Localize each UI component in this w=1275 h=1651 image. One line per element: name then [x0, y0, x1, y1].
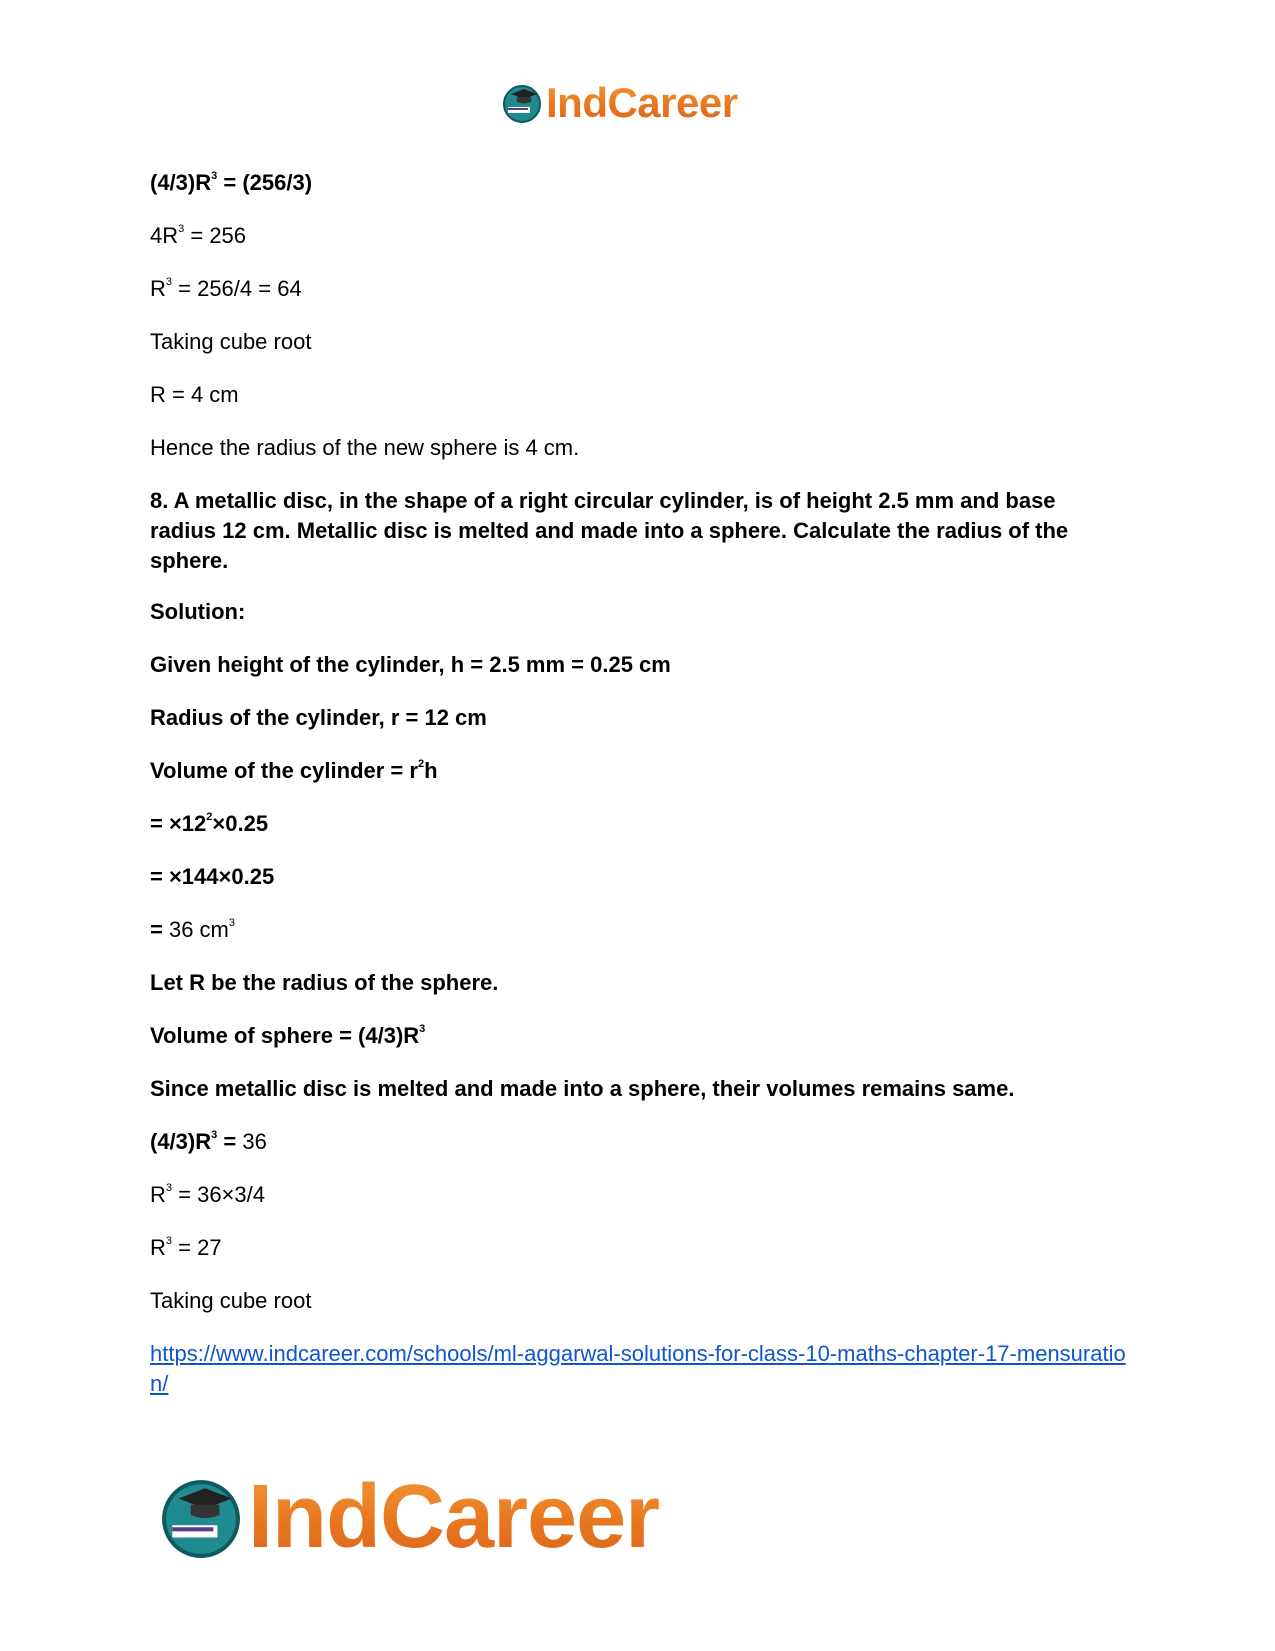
graduation-globe-icon	[160, 1476, 242, 1558]
text-line: Taking cube root	[150, 1288, 312, 1313]
equation-line: R = 4 cm	[150, 382, 239, 407]
text-line: Taking cube root	[150, 329, 312, 354]
equation-line: Volume of sphere = $(4/3)R^3$	[150, 1022, 426, 1048]
equation-line: $(4/3)R^3 = (256/3)$	[150, 169, 313, 195]
graduation-globe-icon	[502, 83, 542, 123]
solution-heading: Solution:	[150, 599, 246, 624]
equation-line: $R^3 = 27$	[150, 1234, 222, 1260]
logo-wordmark: IndCareer	[248, 1466, 660, 1567]
equation-line: $R^3 = 256/4 = 64$	[150, 275, 302, 301]
question-text: . A metallic disc, in the shape of a right circular cylinder, is of height 2.5 mm and base radius 12 cm. Metallic disc is melted and made into a sphere. Calculate the radius of the sphere.	[150, 488, 1069, 573]
text-line: Given height of the cylinder, h = 2.5 mm = 0.25 cm	[150, 652, 671, 677]
equation-line: $4R^3 = 256$	[150, 222, 247, 248]
text-line: Hence the radius of the new sphere is 4 cm.	[150, 435, 580, 460]
equation-line: $(4/3)R^3 = 36$	[150, 1128, 267, 1154]
text-line: Let R be the radius of the sphere.	[150, 970, 499, 995]
logo-wordmark: IndCareer	[546, 79, 738, 126]
header-logo	[502, 80, 738, 126]
equation-line: Volume of the cylinder = $r^2h$	[150, 757, 438, 783]
equation-line: = 36 $cm^3$	[150, 916, 236, 942]
equation-line: = ×144×0.25	[150, 864, 275, 889]
equation-line: $R^3 = 36\times 3/4$	[150, 1181, 265, 1207]
equation-line: = $\times 12^2\times 0.25$	[150, 810, 269, 836]
text-line: Since metallic disc is melted and made into a sphere, their volumes remains same.	[150, 1076, 1015, 1101]
source-link[interactable]: https://www.indcareer.com/schools/ml-aggarwal-solutions-for-class-10-maths-chapter-17-mensuration/	[150, 1341, 1126, 1396]
text-line: Radius of the cylinder, r = 12 cm	[150, 705, 487, 730]
question-8	[150, 486, 1125, 576]
footer-logo	[160, 1466, 660, 1567]
question-number: 8	[150, 488, 163, 513]
